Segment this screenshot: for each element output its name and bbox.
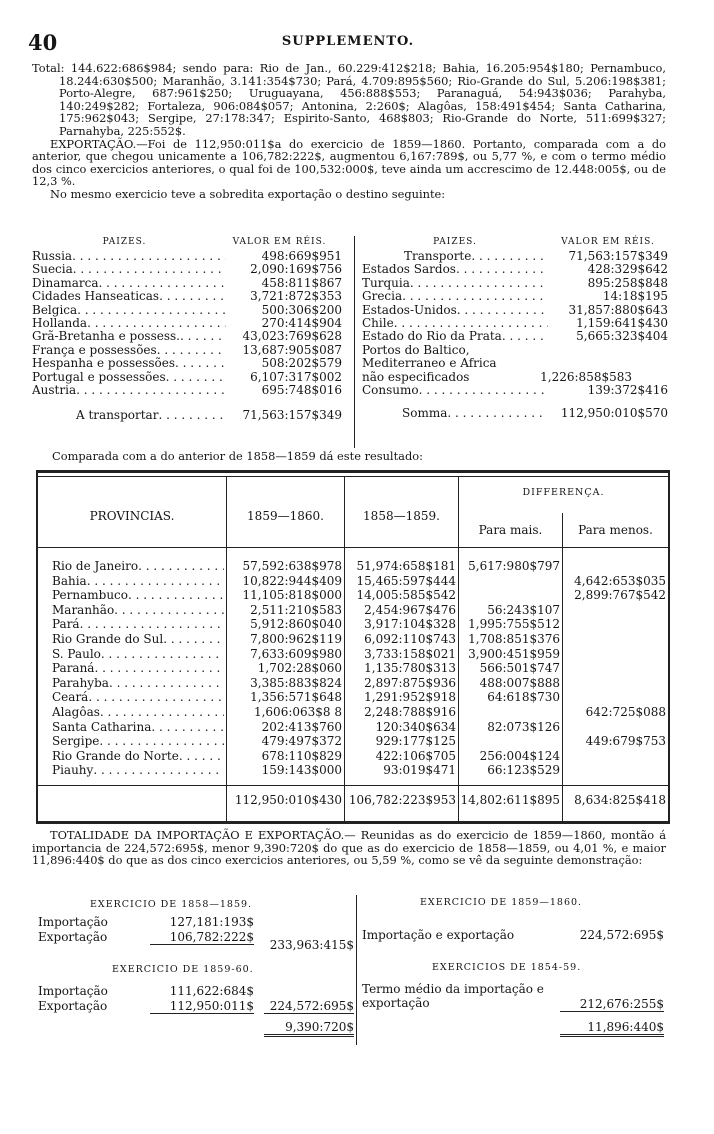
- header-1859-1860: 1859—1860.: [247, 509, 324, 523]
- country-value: 458:811$867: [261, 275, 342, 290]
- province-name: Ceará . . .: [52, 690, 224, 704]
- country-row: [362, 263, 668, 276]
- province-mais: 1,995:755$512: [468, 617, 560, 632]
- right-total-label: Somma: [402, 406, 448, 421]
- country-name: Estados Sardos: [362, 262, 456, 277]
- province-y1: 479:497$372: [261, 734, 342, 749]
- province-y2: 15,465:597$444: [356, 573, 456, 588]
- country-name: Hollanda: [32, 316, 88, 331]
- country-row: [32, 384, 342, 397]
- countries-right: [362, 234, 668, 421]
- country-name: Belgica: [32, 302, 78, 317]
- country-row: [362, 250, 668, 263]
- ex1-title: EXERCICIO DE 1858—1859.: [90, 899, 253, 910]
- ex1-import-label: Importação: [38, 915, 108, 929]
- province-name: Alagôas . . .: [52, 705, 224, 719]
- country-name: Dinamarca: [32, 275, 99, 290]
- ex3-diff-value: 9,390:720$: [264, 1020, 354, 1037]
- province-y1: 2,511:210$583: [250, 602, 342, 617]
- country-value: 1,226:858$583: [540, 369, 632, 384]
- countries-left: [32, 234, 342, 423]
- country-value: 498:669$951: [261, 249, 342, 263]
- province-y1: 3,385:883$824: [250, 675, 342, 690]
- province-mais: 1,708:851$376: [468, 632, 560, 646]
- province-name: Pará . . .: [52, 617, 224, 631]
- country-value: 508:202$579: [261, 356, 342, 371]
- province-y2: 2,897:875$936: [364, 675, 456, 690]
- province-name: Maranhão . . .: [52, 603, 224, 617]
- province-mais: 66:123$529: [487, 763, 560, 778]
- destino-paragraph: No mesmo exercicio teve a sobredita exportação o destino seguinte:: [50, 186, 446, 201]
- ex4-total-value: 212,676:255$: [560, 997, 664, 1012]
- province-y2: 51,974:658$181: [356, 559, 456, 573]
- country-value: 270:414$904: [261, 316, 342, 331]
- country-row: [32, 304, 342, 317]
- country-row: [32, 317, 342, 330]
- country-value: 3,721:872$353: [250, 289, 342, 304]
- country-value: 428:329$642: [587, 262, 668, 277]
- comparison-paragraph: Comparada com a do anterior de 1858—1859 dá este resultado:: [52, 449, 423, 463]
- header-para-mais: Para mais.: [478, 523, 543, 537]
- country-name: Suecia: [32, 262, 73, 277]
- country-value: 31,857:880$643: [568, 302, 668, 317]
- country-name: Portugal e possessões: [32, 369, 166, 384]
- ex4-label: Termo médio da importação e exportação: [362, 982, 544, 1010]
- header-para-menos: Para menos.: [578, 523, 653, 537]
- right-total-value: 112,950:010$570: [560, 406, 668, 421]
- province-name: Paraná . . .: [52, 661, 224, 675]
- total-paragraph: Total: 144.622:686$984; sendo para: Rio de Jan., 60.229:412$218; Bahia, 16.205:954$180; Pernambuco, 18.244:630$500; Maranhão, 3.141:354$730; Pará, 4.709:895$560; Rio-Grande do Sul, 5.206:198$381; Porto-Alegre, 687:961$250; Uruguayana, 456:888$553; Paranaguá, 54:943$036; Parahyba, 140:249$282; Fortaleza, 906:084$057; Antonina, 2:260$; Alagôas, 158:491$454; Santa Catharina, 175:962$043; Sergipe, 27:178:347; Espirito-Santo, 468$803; Rio-Grande do Norte, 511:699$327; Parnahyba, 225:552$.: [32, 61, 666, 138]
- province-name: Sergipe . . .: [52, 734, 224, 748]
- country-row: [32, 330, 342, 343]
- page-header: [28, 30, 668, 56]
- page-title: SUPPLEMENTO.: [281, 34, 415, 49]
- country-row: [32, 290, 342, 303]
- ex3-total-value: 224,572:695$: [264, 999, 354, 1014]
- province-mais: 82:073$126: [487, 719, 560, 734]
- countries-left-header: [32, 234, 342, 250]
- province-y2: 1,135:780$313: [364, 661, 456, 676]
- province-y1: 7,800:962$119: [250, 632, 342, 646]
- province-y2: 1,291:952$918: [364, 690, 456, 705]
- country-name: Grecia: [362, 289, 403, 304]
- ex3-import-value: 111,622:684$: [169, 984, 254, 998]
- country-row: [32, 250, 342, 263]
- province-name: Pernambuco . . .: [52, 588, 224, 602]
- ex1-import-value: 127,181:193$: [169, 915, 254, 929]
- country-name: Turquia: [362, 275, 410, 290]
- province-y2: 3,733:158$021: [364, 646, 456, 661]
- ex3-import-label: Importação: [38, 984, 108, 998]
- ex3-export-label: Exportação: [38, 999, 108, 1013]
- ex3-export-value: 112,950:011$: [150, 999, 254, 1014]
- page-number: 40: [28, 30, 58, 55]
- country-value: 1,159:641$430: [576, 316, 668, 331]
- ex2-label: Importação e exportação: [362, 928, 515, 942]
- province-name: Parahyba . . .: [52, 676, 224, 690]
- country-value: 695:748$016: [261, 383, 342, 398]
- exportacao-paragraph: EXPORTAÇÃO.—Foi de 112,950:011$a do exercicio de 1859—1860. Portanto, comparada com a do anterior, que chegou unicamente a 106,782:222$, augmentou 6,167:789$, ou 5,77 %, e com o termo médio dos cinco exercicios anteriores, o qual foi de 100,532:000$, teve ainda um accrescimo de 12.448:005$, ou de 12,3 %.: [32, 136, 666, 189]
- country-name: França e possessões: [32, 342, 157, 357]
- country-row: [362, 290, 668, 303]
- country-row: [32, 357, 342, 370]
- province-mais: 3,900:451$959: [468, 646, 560, 661]
- provinces-table: [36, 470, 670, 824]
- province-y2: 2,454:967$476: [364, 602, 456, 617]
- ex1-total-value: 233,963:415$: [269, 938, 354, 952]
- col-country-label: PAIZES.: [433, 237, 477, 247]
- total-1859-1860: 112,950:010$430: [234, 793, 342, 807]
- country-value: 43,023:769$628: [242, 329, 342, 344]
- country-value: 2,090:169$756: [250, 262, 342, 277]
- header-differenca: DIFFERENÇA.: [522, 487, 605, 498]
- countries-left-rows: [32, 250, 342, 397]
- province-y1: 678:110$829: [261, 748, 342, 763]
- country-value: 13,687:905$087: [242, 342, 342, 357]
- country-value: 139:372$416: [587, 383, 668, 398]
- province-mais: 64:618$730: [487, 690, 560, 705]
- country-name: Russia: [32, 249, 73, 263]
- province-y1: 57,592:638$978: [242, 559, 342, 573]
- province-name: Bahia . . .: [52, 574, 224, 588]
- province-name: Rio de Janeiro . . .: [52, 559, 224, 573]
- province-y2: 2,248:788$916: [364, 705, 456, 719]
- country-name: Austria: [32, 383, 77, 398]
- country-value: 895:258$848: [587, 275, 668, 290]
- country-row: [32, 263, 342, 276]
- country-name: Grã-Bretanha e possess.: [32, 329, 180, 344]
- country-value: 14:18$195: [602, 289, 668, 304]
- province-mais: 566:501$747: [479, 661, 560, 676]
- province-y1: 202:413$760: [261, 719, 342, 734]
- country-name: Cidades Hanseaticas: [32, 289, 160, 304]
- country-name: Transporte: [404, 249, 472, 263]
- country-row: [32, 277, 342, 290]
- province-y2: 6,092:110$743: [364, 632, 456, 646]
- country-row: [362, 344, 668, 384]
- country-name: Portos do Baltico, Mediterraneo e Africa não especificados: [362, 342, 497, 384]
- countries-right-rows: [362, 250, 668, 397]
- header-provincias: PROVINCIAS.: [89, 509, 175, 523]
- col-country-label: PAIZES.: [102, 237, 147, 247]
- countries-divider: [354, 236, 355, 448]
- left-total-value: 71,563:157$349: [242, 408, 342, 423]
- country-value: 71,563:157$349: [568, 249, 668, 263]
- ex1-export-value: 106,782:222$: [150, 930, 254, 945]
- ex1-export-label: Exportação: [38, 930, 108, 944]
- province-y1: 7,633:609$980: [250, 646, 342, 661]
- totalidade-text: TOTALIDADE DA IMPORTAÇÃO E EXPORTAÇÃO.— Reunidas as do exercicio de 1859—1860, montão á importancia de 224,572:695$, menor 9,390:720$ do que as do exercicio de 1858—1859, ou 4,01 %, e maior 11,896:440$ do que as dos cinco exercicios anteriores, ou 5,59 %, como se vê da seguinte demonstração:: [32, 828, 666, 868]
- col-value-label: VALOR EM RÉIS.: [232, 237, 327, 247]
- province-y1: 11,105:818$000: [242, 588, 342, 603]
- country-row: [362, 304, 668, 317]
- right-total-row: [362, 407, 668, 420]
- summary-divider: [356, 895, 357, 1045]
- province-menos: 449:679$753: [585, 734, 666, 749]
- totalidade-paragraph: [32, 829, 666, 867]
- country-row: [362, 317, 668, 330]
- total-para-menos: 8,634:825$418: [574, 793, 666, 807]
- total-1858-1859: 106,782:223$953: [348, 793, 456, 807]
- col-value-label: VALOR EM RÉIS.: [561, 237, 655, 247]
- country-value: 6,107:317$002: [250, 369, 342, 384]
- total-para-mais: 14,802:611$895: [460, 793, 560, 807]
- province-y1: 5,912:860$040: [250, 617, 342, 632]
- province-name: S. Paulo . . .: [52, 647, 224, 661]
- province-y2: 929:177$125: [375, 734, 456, 749]
- ex2-total-value: 224,572:695$: [579, 928, 664, 942]
- province-y1: 159:143$000: [261, 763, 342, 778]
- countries-right-header: [362, 234, 668, 250]
- country-name: Estado do Rio da Prata: [362, 329, 502, 344]
- left-total-row: [32, 409, 342, 422]
- province-mais: 56:243$107: [487, 602, 560, 617]
- province-name: Piauhy . . .: [52, 763, 224, 777]
- province-name: Santa Catharina . . .: [52, 720, 224, 734]
- intro-block: [32, 62, 666, 201]
- province-y1: 10,822:944$409: [242, 573, 342, 588]
- province-y1: 1,702:28$060: [257, 661, 342, 676]
- province-mais: 256:004$124: [479, 748, 560, 763]
- country-name: Chile: [362, 316, 394, 331]
- left-total-label: A transportar: [76, 408, 159, 423]
- country-name: Estados-Unidos: [362, 302, 457, 317]
- province-y2: 93:019$471: [383, 763, 456, 778]
- province-mais: 5,617:980$797: [468, 559, 560, 573]
- province-name: Rio Grande do Norte . . .: [52, 749, 224, 763]
- country-value: 5,665:323$404: [576, 329, 668, 344]
- province-y1: 1,356:571$648: [250, 690, 342, 705]
- country-row: [362, 330, 668, 343]
- province-y1: 1,606:063$8 8: [253, 705, 342, 719]
- country-row: [362, 277, 668, 290]
- country-row: [362, 384, 668, 397]
- province-y2: 120:340$634: [375, 719, 456, 734]
- province-y2: 3,917:104$328: [364, 617, 456, 632]
- province-mais: 488:007$888: [479, 675, 560, 690]
- country-name: Consumo: [362, 383, 419, 398]
- header-1858-1859: 1858—1859.: [363, 509, 440, 523]
- province-menos: 4,642:653$035: [574, 573, 666, 588]
- country-row: [32, 344, 342, 357]
- province-y2: 14,005:585$542: [356, 588, 456, 603]
- province-menos: 642:725$088: [585, 705, 666, 719]
- country-row: [32, 371, 342, 384]
- ex4-title: EXERCICIOS DE 1854-59.: [432, 962, 582, 973]
- ex2-title: EXERCICIO DE 1859—1860.: [420, 897, 583, 908]
- province-y2: 422:106$705: [375, 748, 456, 763]
- province-menos: 2,899:767$542: [574, 588, 666, 603]
- province-name: Rio Grande do Sul . . .: [52, 632, 224, 646]
- country-name: Hespanha e possessões: [32, 356, 176, 371]
- ex4-diff-value: 11,896:440$: [560, 1020, 664, 1037]
- country-value: 500:306$200: [261, 302, 342, 317]
- ex3-title: EXERCICIO DE 1859-60.: [112, 964, 254, 975]
